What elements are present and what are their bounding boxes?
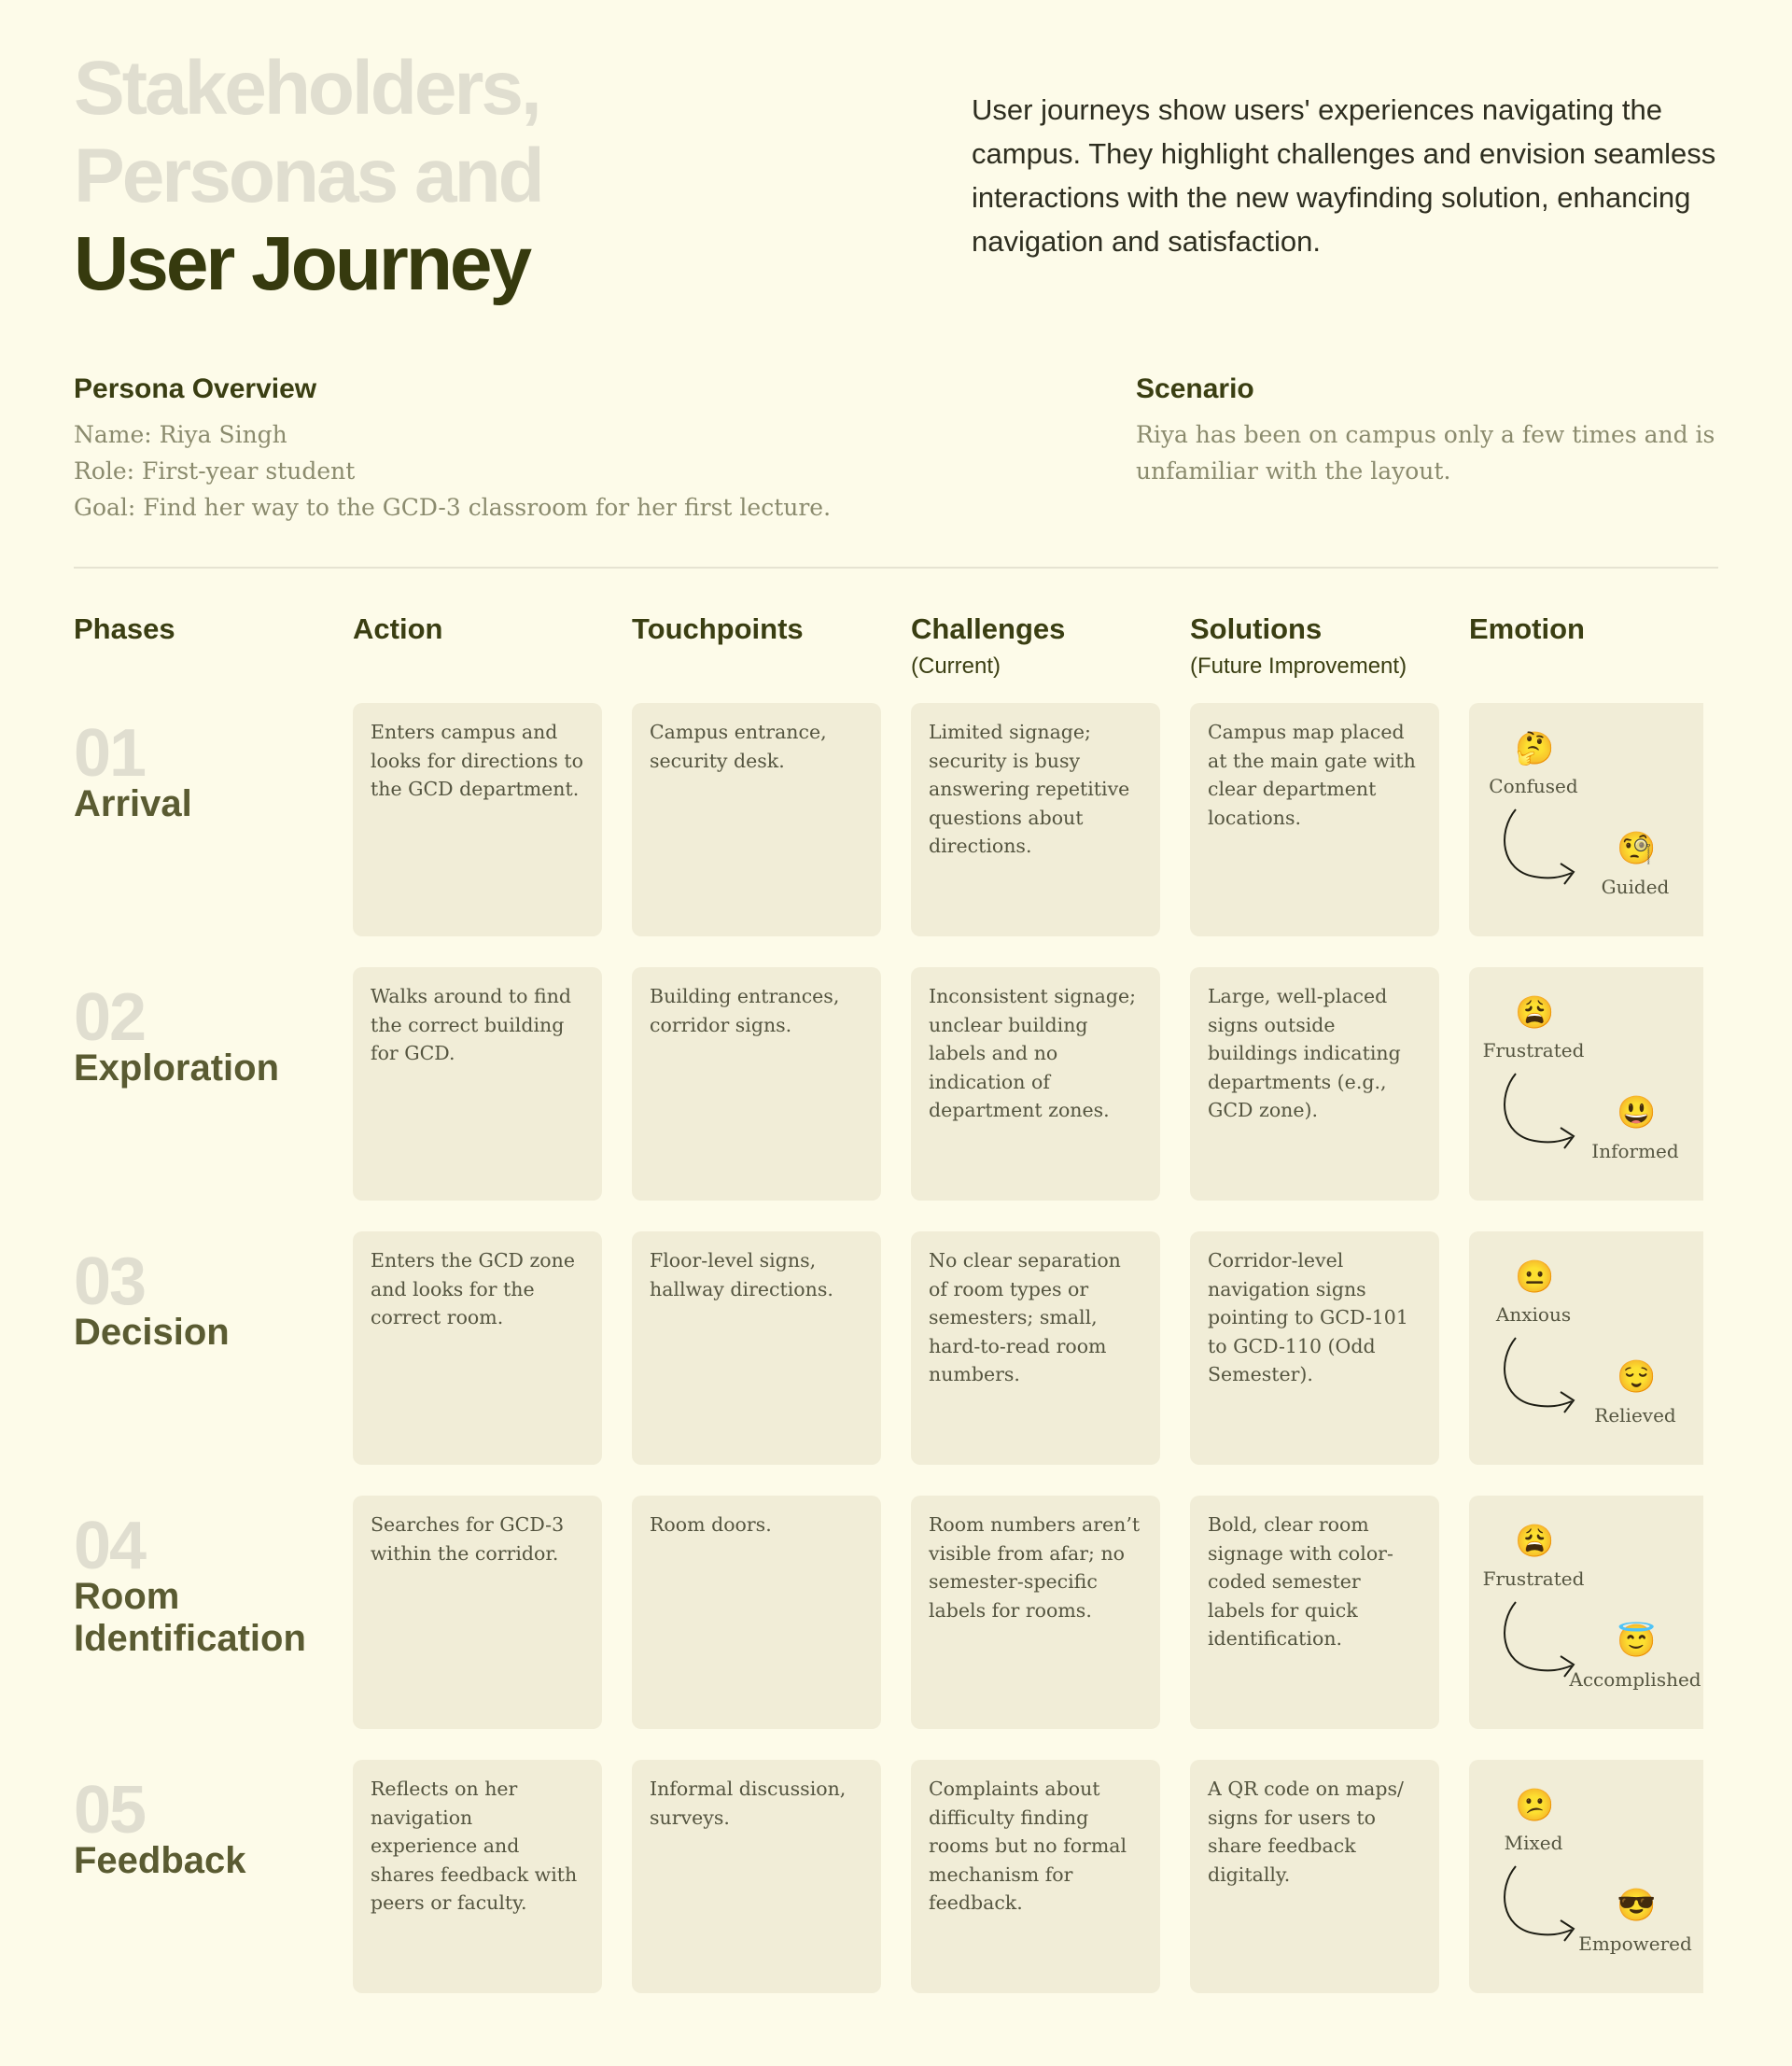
confused-face-icon: 😕: [1515, 1788, 1555, 1823]
column-subheader-solutions: (Future Improvement): [1190, 654, 1407, 679]
scenario-line-1: Riya has been on campus only a few times and is: [1136, 421, 1715, 448]
action-card: Searches for GCD-3 within the corridor.: [353, 1496, 602, 1729]
page-title: [74, 45, 542, 308]
weary-face-icon: 😩: [1515, 1524, 1555, 1559]
persona-name: Name: Riya Singh: [74, 421, 287, 448]
phase-03: [74, 1244, 230, 1354]
column-header-touchpoints: Touchpoints: [632, 612, 804, 645]
column-header-emotion: Emotion: [1469, 612, 1585, 645]
touchpoints-card: Building entrances, corridor signs.: [632, 967, 881, 1201]
persona-heading: Persona Overview: [74, 373, 317, 404]
solutions-card: Campus map placed at the main gate with clear department locations.: [1190, 703, 1439, 936]
sunglasses-face-icon: 😎: [1617, 1888, 1657, 1923]
emotion-card: [1469, 703, 1703, 936]
emotion-to-label: Informed: [1591, 1140, 1679, 1162]
thinking-face-icon: 🤔: [1515, 731, 1555, 766]
phase-05: [74, 1773, 246, 1882]
solutions-card: Large, well-placed signs outside buildings indicating departments (e.g., GCD zone).: [1190, 967, 1439, 1201]
emotion-from-label: Frustrated: [1482, 1567, 1585, 1590]
section-divider: [74, 567, 1718, 569]
emotion-to-label: Accomplished: [1569, 1668, 1701, 1691]
solutions-card: Bold, clear room signage with color-coded semester labels for quick identification.: [1190, 1496, 1439, 1729]
column-subheader-challenges: (Current): [911, 654, 1001, 679]
persona-details: [74, 416, 831, 526]
phase-number: 05: [74, 1773, 146, 1848]
scenario-line-2: unfamiliar with the layout.: [1136, 457, 1451, 485]
phase-number: 01: [74, 716, 146, 791]
challenges-card: Complaints about difficulty finding rooms but no formal mechanism for feedback.: [911, 1760, 1160, 1993]
phase-01: [74, 716, 192, 825]
column-header-phases: Phases: [74, 612, 175, 645]
emotion-card: [1469, 1231, 1703, 1465]
scenario-text: [1136, 416, 1715, 489]
title-line-1: Stakeholders,: [74, 46, 539, 131]
solutions-card: Corridor-level navigation signs pointing to GCD-101 to GCD-110 (Odd Semester).: [1190, 1231, 1439, 1465]
action-card: Walks around to find the correct building for GCD.: [353, 967, 602, 1201]
phase-number: 03: [74, 1244, 146, 1319]
phase-number: 04: [74, 1509, 146, 1583]
phase-02: [74, 980, 280, 1089]
phase-number: 02: [74, 980, 146, 1055]
emotion-from-label: Confused: [1489, 775, 1578, 797]
column-header-action: Action: [353, 612, 443, 645]
phase-name: Decision: [74, 1312, 230, 1353]
intro-paragraph: User journeys show users' experiences navigating the campus. They highlight challenges and envision seamless interactions with the new wayfinding solution, enhancing navigation and satisfaction.: [972, 93, 1716, 258]
phase-name: Feedback: [74, 1840, 246, 1881]
phase-name: Exploration: [74, 1047, 280, 1089]
emotion-card: [1469, 967, 1703, 1201]
touchpoints-card: Floor-level signs, hallway directions.: [632, 1231, 881, 1465]
weary-face-icon: 😩: [1515, 995, 1555, 1031]
challenges-card: No clear separation of room types or semesters; small, hard-to-read room numbers.: [911, 1231, 1160, 1465]
touchpoints-card: Room doors.: [632, 1496, 881, 1729]
persona-goal: Goal: Find her way to the GCD-3 classroom for her first lecture.: [74, 494, 832, 521]
emotion-to-label: Guided: [1601, 876, 1670, 898]
challenges-card: Inconsistent signage; unclear building labels and no indication of department zones.: [911, 967, 1160, 1201]
emotion-card: [1469, 1760, 1703, 1993]
challenges-card: Room numbers aren’t visible from afar; no semester-specific labels for rooms.: [911, 1496, 1160, 1729]
touchpoints-card: Informal discussion, surveys.: [632, 1760, 881, 1993]
halo-face-icon: 😇: [1617, 1623, 1657, 1659]
neutral-face-icon: 😐: [1515, 1259, 1555, 1295]
title-line-2: Personas and: [74, 134, 542, 218]
column-header-solutions: Solutions: [1190, 612, 1323, 645]
emotion-card: [1469, 1496, 1703, 1729]
action-card: Enters the GCD zone and looks for the correct room.: [353, 1231, 602, 1465]
monocle-face-icon: 🧐: [1617, 831, 1657, 866]
emotion-from-label: Mixed: [1504, 1832, 1563, 1854]
column-header-challenges: Challenges: [911, 612, 1066, 645]
phase-name: Room Identification: [74, 1576, 306, 1659]
action-card: Reflects on her navigation experience and shares feedback with peers or faculty.: [353, 1760, 602, 1993]
emotion-from-label: Frustrated: [1482, 1039, 1585, 1061]
emotion-from-label: Anxious: [1495, 1303, 1572, 1326]
solutions-card: A QR code on maps/ signs for users to share feedback digitally.: [1190, 1760, 1439, 1993]
emotion-to-label: Relieved: [1594, 1404, 1676, 1427]
scenario-heading: Scenario: [1136, 373, 1254, 404]
persona-role: Role: First-year student: [74, 457, 356, 485]
grinning-face-icon: 😃: [1617, 1095, 1657, 1131]
phase-name: Arrival: [74, 783, 192, 824]
emotion-to-label: Empowered: [1578, 1932, 1692, 1955]
action-card: Enters campus and looks for directions to the GCD department.: [353, 703, 602, 936]
title-line-3: User Journey: [74, 221, 530, 306]
challenges-card: Limited signage; security is busy answering repetitive questions about directions.: [911, 703, 1160, 936]
touchpoints-card: Campus entrance, security desk.: [632, 703, 881, 936]
phase-04: [74, 1509, 335, 1660]
relieved-face-icon: 😌: [1617, 1359, 1657, 1395]
